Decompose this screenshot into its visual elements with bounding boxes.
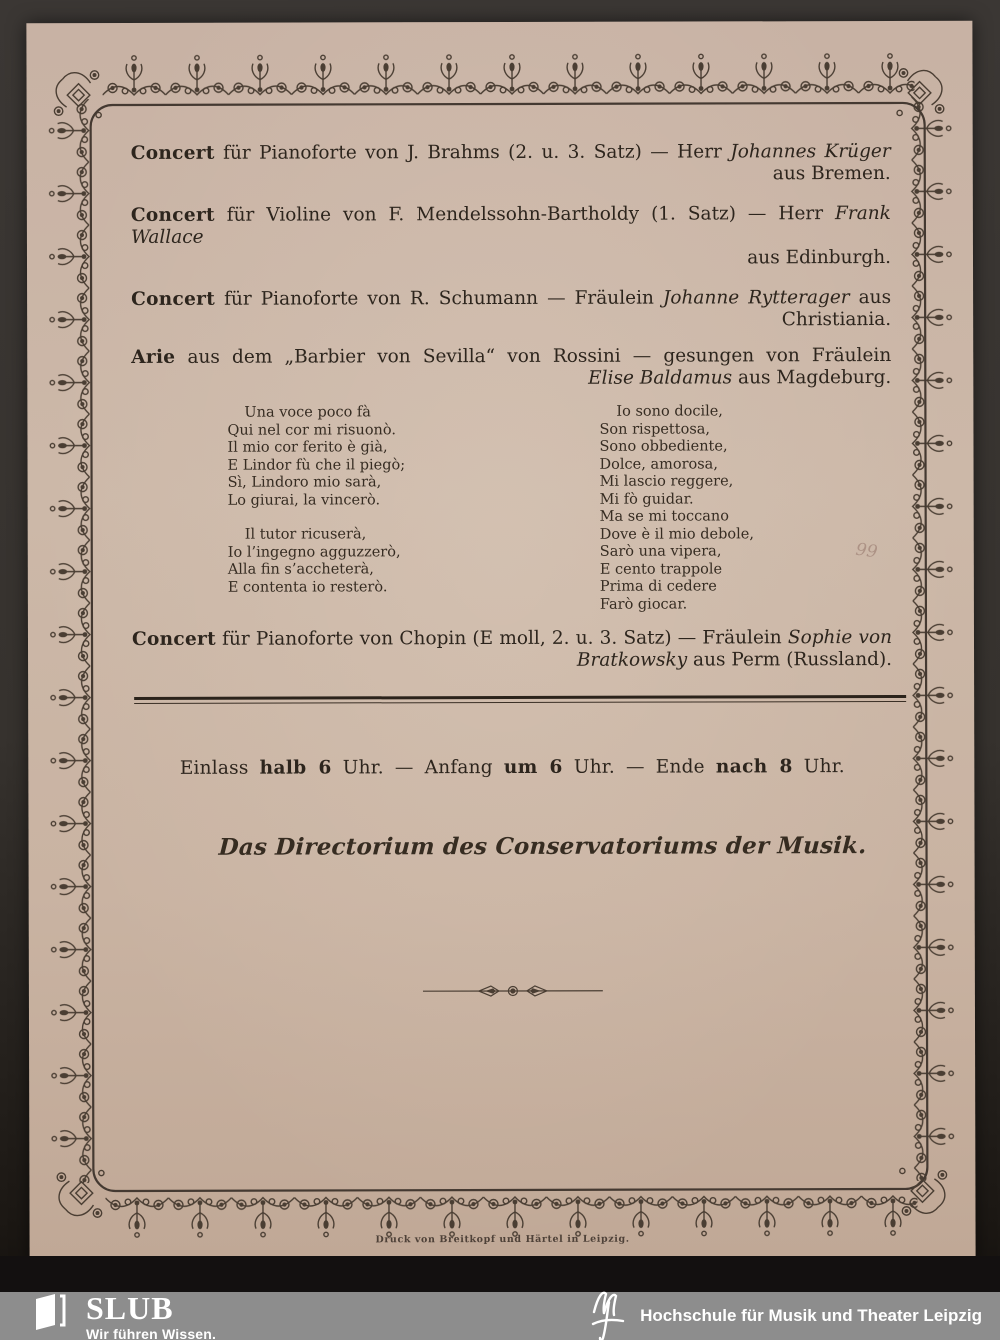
lyric-line: Prima di cedere xyxy=(599,578,717,595)
work-text: für Pianoforte von R. Schumann — Fräulein xyxy=(215,287,663,310)
performer-origin: aus Perm (Russland). xyxy=(687,648,893,671)
program-item-rossini xyxy=(131,345,891,391)
work-tail: aus xyxy=(849,286,892,309)
lyrics-left-column xyxy=(227,404,600,615)
lyric-line: Sarò una vipera, xyxy=(599,543,722,560)
lyric-line: Io sono docile, xyxy=(616,403,723,420)
library-footer-bar xyxy=(0,1289,1000,1340)
performer-name: Johanne Rytterager xyxy=(662,287,850,309)
program-item-brahms xyxy=(131,141,891,187)
work-label: Concert xyxy=(130,204,215,226)
program-item-chopin xyxy=(132,627,892,673)
schedule-text: Uhr. xyxy=(792,756,845,778)
work-text: für Pianoforte von J. Brahms (2. u. 3. Satz) — Herr xyxy=(214,141,731,164)
program-continuation xyxy=(131,309,891,333)
double-rule-divider xyxy=(134,695,906,704)
program-item-mendelssohn xyxy=(131,203,891,271)
printer-imprint: Druck von Breitkopf und Härtel in Leipzig. xyxy=(375,1233,630,1246)
program-continuation xyxy=(132,649,892,673)
lyric-line: Farò giocar. xyxy=(599,596,688,613)
hmt-label: Hochschule für Musik und Theater Leipzig xyxy=(640,1306,982,1325)
schedule-text: Uhr. — Anfang xyxy=(331,756,504,779)
performer-origin: aus Magdeburg. xyxy=(732,366,892,389)
performer-name: Frank Wallace xyxy=(130,202,891,248)
lyric-line: Alla fin s’accheterà, xyxy=(227,561,374,578)
lyric-line: Sì, Lindoro mio sarà, xyxy=(227,474,382,491)
work-label: Arie xyxy=(131,346,176,368)
lyric-line: Il tutor ricuserà, xyxy=(244,526,367,543)
performer-name: Sophie von xyxy=(787,626,893,649)
schedule-time: nach 8 xyxy=(715,756,793,778)
program-content xyxy=(131,141,893,1001)
open-book-icon xyxy=(30,1292,74,1332)
program-continuation xyxy=(131,163,891,187)
scan-bottom-band xyxy=(0,1256,1000,1292)
lyric-line: Son rispettosa, xyxy=(599,420,711,438)
directorium-signature: Das Directorium des Conservatoriums der Musik. xyxy=(218,832,868,861)
slub-name: SLUB xyxy=(86,1289,174,1326)
lyric-line: Io l’ingegno agguzzerò, xyxy=(227,543,401,561)
performer-name: Bratkowsky xyxy=(576,649,688,671)
work-label: Concert xyxy=(131,288,216,310)
program-page xyxy=(26,21,975,1265)
lyric-line: Mi fò guidar. xyxy=(599,490,694,508)
work-label: Concert xyxy=(131,628,216,650)
performer-origin: Christiania. xyxy=(781,308,892,331)
lyric-line: Sono obbediente, xyxy=(599,438,728,455)
schedule-text: Uhr. — Ende xyxy=(562,756,716,778)
schedule-time: halb 6 xyxy=(259,757,332,779)
schedule-text: Einlass xyxy=(179,757,260,779)
program-item-schumann xyxy=(131,287,891,333)
lyric-line: E Lindor fù che il piegò; xyxy=(227,456,406,474)
slub-logo-link[interactable] xyxy=(30,1289,217,1340)
schedule-line xyxy=(132,756,892,779)
work-text: aus dem „Barbier von Sevilla“ von Rossini — gesungen von Fräulein xyxy=(175,344,892,368)
performer-origin: aus Edinburgh. xyxy=(747,246,892,269)
diamond-rule-ornament-icon xyxy=(423,982,603,1000)
lyric-line: Ma se mi toccano xyxy=(599,508,729,525)
aria-lyrics xyxy=(227,403,892,615)
performer-name: Johannes Krüger xyxy=(730,140,891,163)
program-line xyxy=(131,287,891,311)
hmt-logo-link[interactable] xyxy=(588,1288,982,1340)
lyrics-right-column xyxy=(599,403,754,613)
program-line xyxy=(131,345,891,369)
program-line xyxy=(131,203,891,249)
lyric-line: Una voce poco fà xyxy=(244,404,371,421)
work-text: für Violine von F. Mendelssohn-Bartholdy (1. Satz) — Herr xyxy=(214,203,836,226)
performer-origin: aus Bremen. xyxy=(772,162,891,185)
lyric-line: E cento trappole xyxy=(599,560,723,578)
work-label: Concert xyxy=(130,142,215,164)
lyric-line: Dolce, amorosa, xyxy=(599,455,718,473)
slub-wordmark xyxy=(86,1289,217,1340)
program-continuation xyxy=(131,247,891,271)
program-line xyxy=(132,627,892,651)
lyric-line: Dove è il mio debole, xyxy=(599,525,754,543)
lyric-line: Qui nel cor mi risuonò. xyxy=(227,421,396,439)
schedule-time: um 6 xyxy=(503,756,563,778)
program-line xyxy=(131,141,891,165)
lyric-line: E contenta io resterò. xyxy=(227,578,388,596)
program-continuation xyxy=(131,367,891,391)
work-text: für Pianoforte von Chopin (E moll, 2. u. 3. Satz) — Fräulein xyxy=(215,627,788,650)
lyric-line: Lo giurai, la vincerò. xyxy=(227,491,381,509)
mt-monogram-icon xyxy=(588,1288,628,1340)
lyric-line: Mi lascio reggere, xyxy=(599,473,734,490)
penciled-page-number: 99 xyxy=(854,539,879,563)
slub-tagline: Wir führen Wissen. xyxy=(86,1325,217,1340)
lyric-line: Il mio cor ferito è già, xyxy=(227,439,388,456)
performer-name: Elise Baldamus xyxy=(588,367,733,389)
